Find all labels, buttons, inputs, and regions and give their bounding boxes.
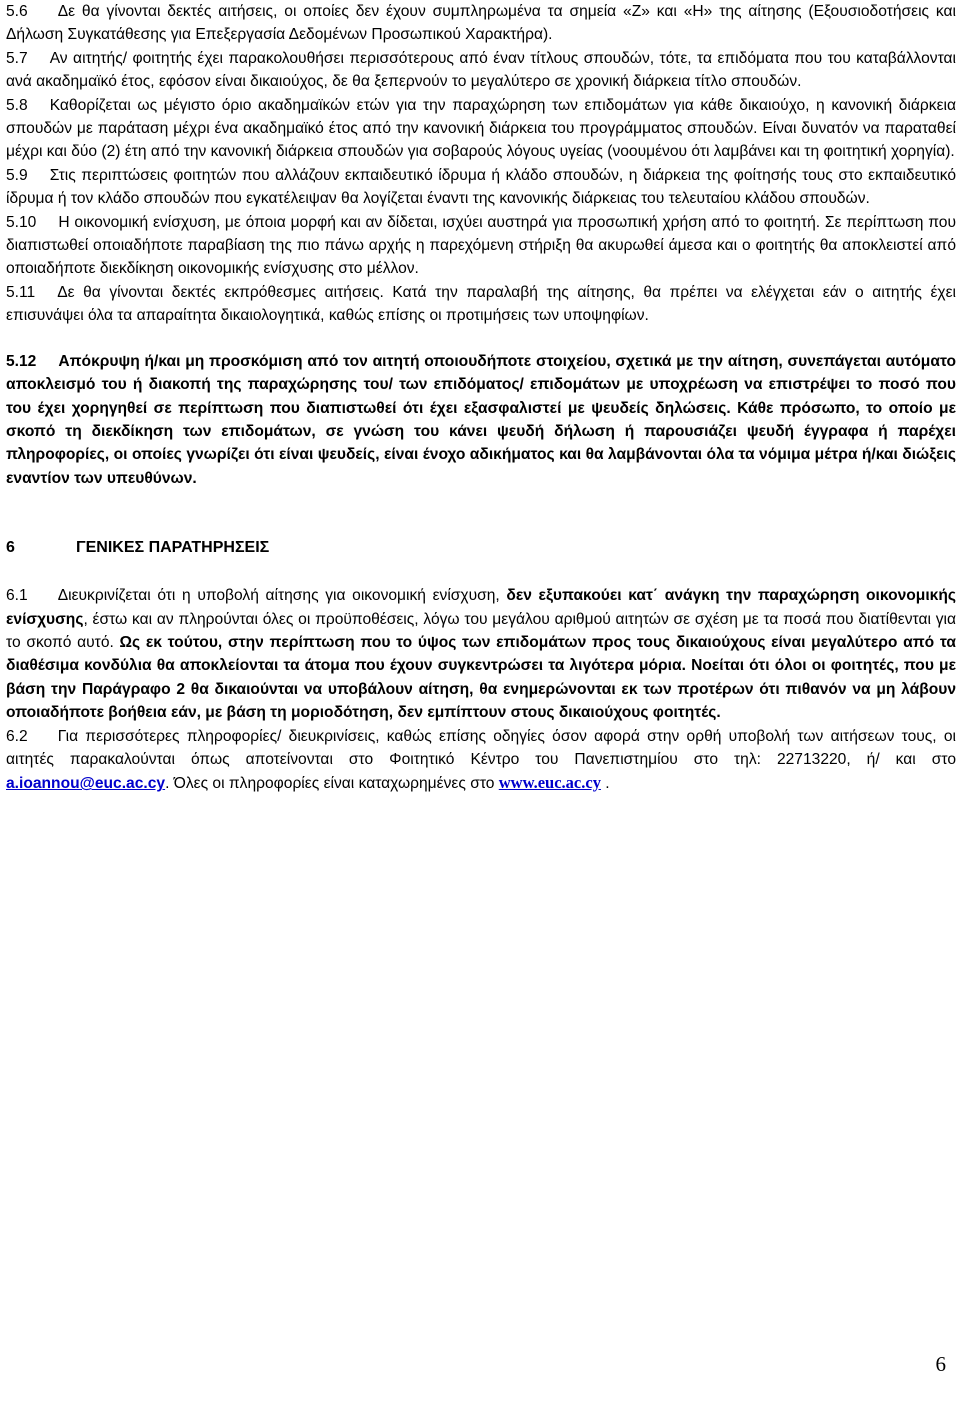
- paragraph-text: Αν αιτητής/ φοιτητής έχει παρακολουθήσει περισσότερους από έναν τίτλους σπουδών, τότε, τα επιδόματα που του καταβάλλονται ανά ακαδημαϊκό έτος, εφόσον είναι δικαιούχος, δε θα ξεπερνούν το μεγαλύτερο σε χρονική διάρκεια τίτλο σπουδών.: [6, 49, 956, 91]
- paragraph-text: Απόκρυψη ή/και μη προσκόμιση από τον αιτητή οποιουδήποτε στοιχείου, σχετικά με την αίτηση, συνεπάγεται αυτόματο αποκλεισμό του ή διακοπή της παραχώρησης του/ των επιδόματος/ επιδομάτων με υποχρέωση να επιστρέψει το ποσό που του έχει χορηγηθεί σε περίπτωση που διαπιστωθεί ότι έχει εξασφαλιστεί με ψευδείς δηλώσεις. Κάθε πρόσωπο, το οποίο με σκοπό τη διεκδίκηση των επιδομάτων, σε γνώση του κάνει ψευδή δήλωση ή παρουσιάζει ψευδή έγγραφα ή παρέχει πληροφορίες, οι οποίες γνωρίζει ότι είναι ψευδείς, είναι ένοχο αδικήματος και θα λαμβάνονται όλα τα νόμιμα μέτρα ή/και διώξεις εναντίον των υπευθύνων.: [6, 352, 956, 487]
- paragraph-number: 6.2: [6, 727, 28, 745]
- paragraph-6-1: [6, 584, 956, 724]
- paragraph-text: Η οικονομική ενίσχυση, με όποια μορφή και αν δίδεται, ισχύει αυστηρά για προσωπική χρήση από το φοιτητή. Σε περίπτωση που διαπιστωθεί οποιαδήποτε παραβίαση της πιο πάνω αρχής η παρεχόμενη στήριξη θα ακυρωθεί άμεσα και ο φοιτητής θα αποκλειστεί από οποιαδήποτε διεκδίκηση οικονομικής ενίσχυσης στο μέλλον.: [6, 213, 956, 278]
- section-title: ΓΕΝΙΚΕΣ ΠΑΡΑΤΗΡΗΣΕΙΣ: [76, 539, 270, 557]
- email-link[interactable]: a.ioannou@euc.ac.cy: [6, 775, 166, 793]
- paragraph-number: 5.9: [6, 166, 28, 184]
- paragraph-text-part: . Όλες οι πληροφορίες είναι καταχωρημένες στο: [165, 775, 499, 793]
- paragraph-text-part: , έστω και αν πληρούνται όλες οι προϋποθέσεις, λόγω του μεγάλου αριθμού αιτητών σε σχέση με τα ποσά που διατίθενται για το σκοπό αυτό.: [6, 610, 956, 651]
- paragraph-6-2: [6, 725, 956, 796]
- paragraph-text-part: Για περισσότερες πληροφορίες/ διευκρινίσεις, καθώς επίσης οδηγίες όσον αφορά στην ορθή υποβολή των αιτήσεων τους, οι αιτητές παρακαλούνται όπως αποτείνονται στο Φοιτητικό Κέντρο του Πανεπιστημίου στο τηλ: 22713220, ή/ και στο: [6, 727, 956, 768]
- paragraph-number: 5.8: [6, 96, 28, 114]
- page-number: 6: [935, 1352, 946, 1376]
- website-link[interactable]: www.euc.ac.cy: [498, 773, 601, 793]
- paragraph-emphasis: Ως εκ τούτου, στην περίπτωση που το ύψος των επιδομάτων προς τους δικαιούχους είναι μεγαλύτερο από τα διαθέσιμα κονδύλια θα αποκλείονται τα άτομα που έχουν συγκεντρώσει τα λιγότερα μόρια. Νοείται ότι όλοι οι φοιτητές, που με βάση την Παράγραφο 2 θα δικαιούνται να υποβάλουν αίτηση, θα ενημερώνονται εκ των προτέρων ότι πιθανόν να μη λάβουν οποιαδήποτε βοήθεια εάν, με βάση τη μοριοδότηση, δεν εμπίπτουν στους δικαιούχους φοιτητές.: [6, 633, 956, 722]
- paragraph-5-9: [6, 164, 956, 211]
- paragraph-5-7: [6, 47, 956, 94]
- paragraph-number: 5.7: [6, 49, 28, 67]
- paragraph-text: Στις περιπτώσεις φοιτητών που αλλάζουν εκπαιδευτικό ίδρυμα ή κλάδο σπουδών, η διάρκεια της φοίτησής τους στο εκπαιδευτικό ίδρυμα ή τον κλάδο σπουδών που εγκατέλειψαν θα λογίζεται έναντι της κανονικής διάρκειας του τελευταίου κλάδου σπουδών.: [6, 166, 956, 208]
- document-page: [6, 0, 956, 796]
- paragraph-5-12: [6, 350, 956, 490]
- paragraph-number: 6.1: [6, 587, 28, 605]
- paragraph-text: Δε θα γίνονται δεκτές εκπρόθεσμες αιτήσεις. Κατά την παραλαβή της αίτησης, θα πρέπει να ελέγχεται εάν ο αιτητής έχει επισυνάψει όλα τα απαραίτητα δικαιολογητικά, καθώς επίσης οι προτιμήσεις των υποψηφίων.: [6, 283, 956, 325]
- paragraph-text-part: .: [600, 775, 610, 793]
- paragraph-text: Δε θα γίνονται δεκτές αιτήσεις, οι οποίες δεν έχουν συμπληρωμένα τα σημεία «Ζ» και «Η» της αίτησης (Εξουσιοδοτήσεις και Δήλωση Συγκατάθεσης για Επεξεργασία Δεδομένων Προσωπικού Χαρακτήρα).: [6, 3, 956, 44]
- paragraph-number: 5.6: [6, 3, 28, 20]
- paragraph-number: 5.10: [6, 213, 37, 231]
- paragraph-5-8: [6, 94, 956, 164]
- paragraph-text-part: Διευκρινίζεται ότι η υποβολή αίτησης για οικονομική ενίσχυση,: [57, 587, 507, 605]
- paragraph-5-11: [6, 281, 956, 328]
- paragraph-number: 5.12: [6, 352, 37, 370]
- paragraph-5-10: [6, 211, 956, 281]
- section-number: 6: [6, 539, 15, 557]
- paragraph-emphasis: δεν εξυπακούει κατ΄ ανάγκη την παραχώρηση οικονομικής ενίσχυσης: [6, 587, 956, 628]
- paragraph-5-6: [6, 0, 956, 47]
- section-6-heading: [6, 536, 956, 560]
- paragraph-text: Καθορίζεται ως μέγιστο όριο ακαδημαϊκών ετών για την παραχώρηση των επιδομάτων για κάθε δικαιούχο, η κανονική διάρκεια σπουδών με παράταση μέχρι ένα ακαδημαϊκό έτος από την κανονική διάρκεια του προγράμματος σπουδών. Είναι δυνατόν να παραταθεί μέχρι και δύο (2) έτη από την κανονική διάρκεια σπουδών για σοβαρούς λόγους υγείας (νοουμένου ότι λαμβάνει και τη φοιτητική χορηγία).: [6, 96, 956, 161]
- paragraph-number: 5.11: [6, 283, 36, 301]
